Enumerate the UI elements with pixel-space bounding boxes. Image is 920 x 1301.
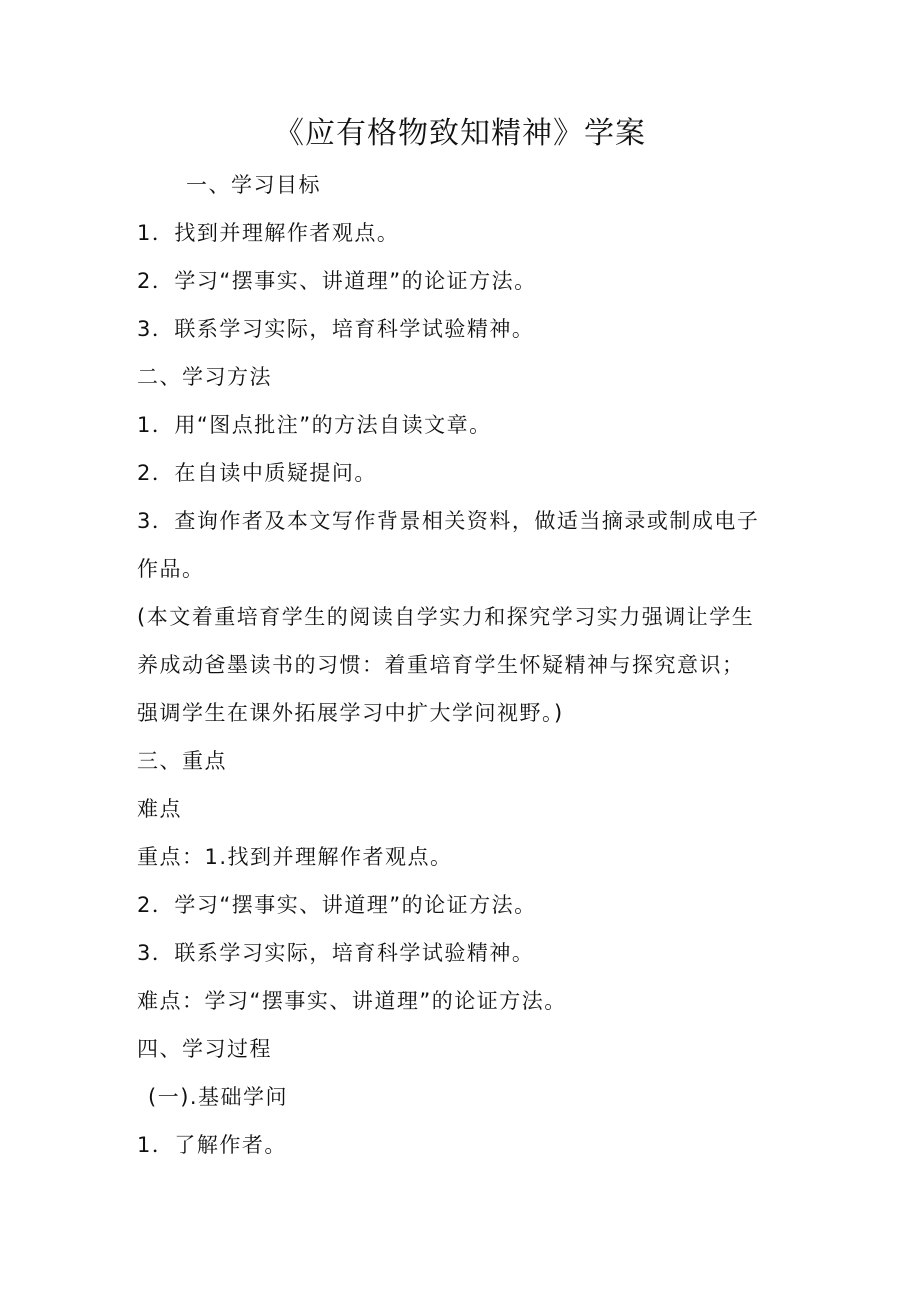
document-title: 《应有格物致知精神》学案 [274,116,646,151]
key-point-2: 2．学习“摆事实、讲道理”的论证方法。 [137,893,537,917]
section-heading-methods: 二、学习方法 [137,365,272,389]
section-heading-key-points: 三、重点 [137,749,227,773]
difficulty-point: 难点：学习“摆事实、讲道理”的论证方法。 [137,989,567,1013]
method-item-2: 2．在自读中质疑提问。 [137,461,377,485]
section-heading-process: 四、学习过程 [137,1037,272,1061]
objective-item-1: 1．找到并理解作者观点。 [137,221,400,245]
note-line-1: (本文着重培育学生的阅读自学实力和探究学习实力强调让学生 [137,605,755,629]
objective-item-2: 2．学习“摆事实、讲道理”的论证方法。 [137,269,537,293]
objective-item-3: 3．联系学习实际，培育科学试验精神。 [137,317,535,341]
key-point-1: 重点：1.找到并理解作者观点。 [137,845,453,869]
note-line-3: 强调学生在课外拓展学习中扩大学问视野。) [137,701,564,725]
method-item-1: 1．用“图点批注”的方法自读文章。 [137,413,492,437]
subsection-basic-knowledge: (一).基础学问 [148,1085,289,1109]
method-item-3-continued: 作品。 [137,557,205,581]
process-item-1: 1．了解作者。 [137,1133,287,1157]
key-point-3: 3．联系学习实际，培育科学试验精神。 [137,941,535,965]
method-item-3: 3．查询作者及本文写作背景相关资料，做适当摘录或制成电子 [137,509,760,533]
section-heading-objectives: 一、学习目标 [186,173,321,197]
difficulty-heading: 难点 [137,797,182,821]
note-line-2: 养成动爸墨读书的习惯：着重培育学生怀疑精神与探究意识； [137,653,745,677]
